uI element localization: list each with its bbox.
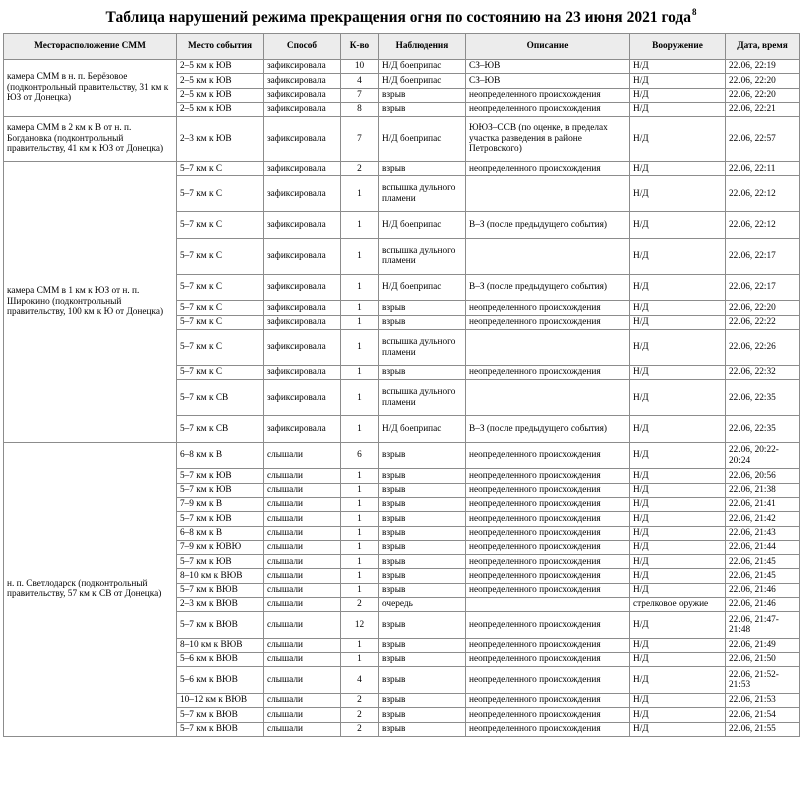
cell-count: 1 (341, 315, 379, 329)
cell-observations: Н/Д боеприпас (379, 274, 466, 301)
cell-count: 1 (341, 380, 379, 416)
cell-datetime: 22.06, 22:21 (726, 102, 800, 116)
cell-weapon: Н/Д (630, 117, 726, 162)
cell-count: 1 (341, 526, 379, 540)
cell-count: 1 (341, 274, 379, 301)
cell-place: 5–7 км к С (177, 315, 264, 329)
cell-count: 1 (341, 512, 379, 526)
cell-observations: Н/Д боеприпас (379, 74, 466, 88)
cell-method: зафиксировала (264, 274, 341, 301)
cell-description: неопределенного происхождения (466, 638, 630, 652)
cell-weapon: Н/Д (630, 176, 726, 212)
cell-datetime: 22.06, 22:19 (726, 60, 800, 74)
cell-place: 5–7 км к ЮВ (177, 469, 264, 483)
cell-observations: взрыв (379, 667, 466, 694)
cell-location: камера СММ в н. п. Берёзовое (подконтрольный правительству, 31 км к ЮЗ от Донецка) (4, 60, 177, 117)
cell-observations: взрыв (379, 88, 466, 102)
cell-method: зафиксировала (264, 416, 341, 443)
cell-weapon: Н/Д (630, 583, 726, 597)
cell-place: 2–5 км к ЮВ (177, 74, 264, 88)
cell-count: 2 (341, 693, 379, 707)
header-observations: Наблюдения (379, 34, 466, 60)
cell-observations: вспышка дульного пламени (379, 238, 466, 274)
cell-count: 8 (341, 102, 379, 116)
cell-weapon: Н/Д (630, 301, 726, 315)
cell-weapon: Н/Д (630, 74, 726, 88)
cell-count: 1 (341, 555, 379, 569)
cell-weapon: Н/Д (630, 497, 726, 511)
cell-observations: Н/Д боеприпас (379, 117, 466, 162)
cell-weapon: Н/Д (630, 693, 726, 707)
cell-datetime: 22.06, 22:17 (726, 274, 800, 301)
cell-description: неопределенного происхождения (466, 540, 630, 554)
cell-weapon: Н/Д (630, 380, 726, 416)
cell-description: неопределенного происхождения (466, 526, 630, 540)
cell-method: слышали (264, 483, 341, 497)
cell-method: слышали (264, 653, 341, 667)
cell-datetime: 22.06, 22:35 (726, 416, 800, 443)
cell-count: 2 (341, 598, 379, 612)
cell-observations: взрыв (379, 442, 466, 469)
cell-description: неопределенного происхождения (466, 162, 630, 176)
cell-weapon: Н/Д (630, 526, 726, 540)
cell-weapon: Н/Д (630, 88, 726, 102)
cell-description: неопределенного происхождения (466, 469, 630, 483)
cell-description: ЮЮЗ–ССВ (по оценке, в пределах участка разведения в районе Петровского) (466, 117, 630, 162)
footnote-marker: 8 (692, 7, 697, 17)
cell-place: 5–7 км к ВЮВ (177, 722, 264, 736)
cell-count: 1 (341, 583, 379, 597)
title-text: Таблица нарушений режима прекращения огня по состоянию на 23 июня 2021 года (105, 9, 691, 26)
cell-observations: вспышка дульного пламени (379, 330, 466, 366)
cell-description: неопределенного происхождения (466, 301, 630, 315)
cell-observations: очередь (379, 598, 466, 612)
cell-observations: Н/Д боеприпас (379, 212, 466, 239)
cell-place: 5–7 км к ВЮВ (177, 708, 264, 722)
cell-description (466, 238, 630, 274)
cell-datetime: 22.06, 22:26 (726, 330, 800, 366)
cell-description: неопределенного происхождения (466, 583, 630, 597)
cell-count: 6 (341, 442, 379, 469)
cell-observations: вспышка дульного пламени (379, 380, 466, 416)
cell-place: 5–7 км к ЮВ (177, 512, 264, 526)
cell-place: 5–7 км к С (177, 274, 264, 301)
cell-description: неопределенного происхождения (466, 88, 630, 102)
cell-weapon: Н/Д (630, 102, 726, 116)
cell-observations: взрыв (379, 301, 466, 315)
cell-datetime: 22.06, 21:47-21:48 (726, 612, 800, 639)
cell-weapon: Н/Д (630, 238, 726, 274)
cell-weapon: Н/Д (630, 483, 726, 497)
cell-method: слышали (264, 583, 341, 597)
table-row (4, 162, 800, 176)
cell-count: 4 (341, 74, 379, 88)
cell-place: 5–7 км к С (177, 330, 264, 366)
cell-description (466, 380, 630, 416)
cell-weapon: Н/Д (630, 667, 726, 694)
cell-weapon: Н/Д (630, 555, 726, 569)
cell-description: неопределенного происхождения (466, 483, 630, 497)
cell-count: 7 (341, 117, 379, 162)
cell-count: 2 (341, 722, 379, 736)
cell-datetime: 22.06, 21:55 (726, 722, 800, 736)
cell-weapon: Н/Д (630, 162, 726, 176)
cell-count: 1 (341, 366, 379, 380)
cell-weapon: Н/Д (630, 60, 726, 74)
cell-datetime: 22.06, 21:49 (726, 638, 800, 652)
cell-place: 5–7 км к ВЮВ (177, 612, 264, 639)
cell-weapon: Н/Д (630, 512, 726, 526)
cell-description: СЗ–ЮВ (466, 60, 630, 74)
cell-count: 1 (341, 653, 379, 667)
cell-count: 4 (341, 667, 379, 694)
cell-observations: взрыв (379, 653, 466, 667)
cell-datetime: 22.06, 22:12 (726, 212, 800, 239)
cell-method: зафиксировала (264, 88, 341, 102)
cell-method: зафиксировала (264, 60, 341, 74)
cell-method: слышали (264, 708, 341, 722)
cell-weapon: Н/Д (630, 638, 726, 652)
cell-method: слышали (264, 469, 341, 483)
cell-description: неопределенного происхождения (466, 693, 630, 707)
cell-datetime: 22.06, 21:46 (726, 598, 800, 612)
cell-weapon: Н/Д (630, 315, 726, 329)
cell-description: неопределенного происхождения (466, 612, 630, 639)
cell-place: 7–9 км к В (177, 497, 264, 511)
cell-count: 1 (341, 638, 379, 652)
cell-place: 2–5 км к ЮВ (177, 88, 264, 102)
cell-description (466, 176, 630, 212)
cell-count: 1 (341, 416, 379, 443)
cell-description: неопределенного происхождения (466, 667, 630, 694)
cell-place: 8–10 км к ВЮВ (177, 569, 264, 583)
header-location: Месторасположение СММ (4, 34, 177, 60)
cell-count: 1 (341, 469, 379, 483)
cell-description: неопределенного происхождения (466, 569, 630, 583)
cell-description (466, 330, 630, 366)
cell-datetime: 22.06, 22:35 (726, 380, 800, 416)
table-row (4, 442, 800, 469)
cell-datetime: 22.06, 22:32 (726, 366, 800, 380)
cell-method: зафиксировала (264, 102, 341, 116)
cell-weapon: Н/Д (630, 442, 726, 469)
cell-place: 6–8 км к В (177, 526, 264, 540)
cell-count: 1 (341, 238, 379, 274)
cell-count: 7 (341, 88, 379, 102)
cell-place: 2–3 км к ЮВ (177, 117, 264, 162)
cell-description: неопределенного происхождения (466, 653, 630, 667)
cell-place: 2–5 км к ЮВ (177, 102, 264, 116)
cell-datetime: 22.06, 22:20 (726, 88, 800, 102)
cell-datetime: 22.06, 21:50 (726, 653, 800, 667)
cell-weapon: Н/Д (630, 540, 726, 554)
cell-description: неопределенного происхождения (466, 497, 630, 511)
cell-datetime: 22.06, 22:17 (726, 238, 800, 274)
cell-method: слышали (264, 598, 341, 612)
header-method: Способ (264, 34, 341, 60)
cell-observations: взрыв (379, 708, 466, 722)
cell-method: зафиксировала (264, 366, 341, 380)
header-count: К-во (341, 34, 379, 60)
cell-location: камера СММ в 1 км к ЮЗ от н. п. Широкино (подконтрольный правительству, 100 км к Ю от Донецка) (4, 162, 177, 443)
cell-observations: Н/Д боеприпас (379, 60, 466, 74)
cell-weapon: Н/Д (630, 469, 726, 483)
cell-datetime: 22.06, 20:56 (726, 469, 800, 483)
cell-method: зафиксировала (264, 380, 341, 416)
cell-datetime: 22.06, 22:12 (726, 176, 800, 212)
cell-weapon: Н/Д (630, 274, 726, 301)
cell-observations: вспышка дульного пламени (379, 176, 466, 212)
cell-place: 2–5 км к ЮВ (177, 60, 264, 74)
cell-observations: взрыв (379, 569, 466, 583)
cell-description: СЗ–ЮВ (466, 74, 630, 88)
cell-description: неопределенного происхождения (466, 102, 630, 116)
cell-observations: взрыв (379, 366, 466, 380)
cell-weapon: Н/Д (630, 416, 726, 443)
cell-place: 5–7 км к ВЮВ (177, 583, 264, 597)
cell-method: слышали (264, 497, 341, 511)
cell-place: 5–7 км к С (177, 176, 264, 212)
table-body (4, 60, 800, 737)
cell-datetime: 22.06, 21:45 (726, 555, 800, 569)
cell-place: 5–7 км к СВ (177, 416, 264, 443)
cell-weapon: Н/Д (630, 612, 726, 639)
violations-table (3, 33, 800, 737)
cell-description: неопределенного происхождения (466, 555, 630, 569)
cell-place: 5–7 км к С (177, 212, 264, 239)
cell-description: неопределенного происхождения (466, 708, 630, 722)
page-title (0, 0, 802, 33)
cell-place: 5–6 км к ВЮВ (177, 653, 264, 667)
cell-observations: взрыв (379, 722, 466, 736)
cell-count: 1 (341, 483, 379, 497)
cell-observations: взрыв (379, 693, 466, 707)
cell-datetime: 22.06, 21:54 (726, 708, 800, 722)
cell-description (466, 598, 630, 612)
table-row (4, 60, 800, 74)
cell-place: 5–7 км к С (177, 162, 264, 176)
cell-method: зафиксировала (264, 117, 341, 162)
cell-weapon: Н/Д (630, 212, 726, 239)
cell-observations: взрыв (379, 512, 466, 526)
cell-method: зафиксировала (264, 238, 341, 274)
cell-description: неопределенного происхождения (466, 512, 630, 526)
cell-place: 5–7 км к С (177, 238, 264, 274)
cell-method: слышали (264, 555, 341, 569)
cell-weapon: Н/Д (630, 653, 726, 667)
cell-count: 1 (341, 569, 379, 583)
cell-method: зафиксировала (264, 301, 341, 315)
cell-method: зафиксировала (264, 176, 341, 212)
cell-weapon: Н/Д (630, 330, 726, 366)
cell-datetime: 22.06, 21:38 (726, 483, 800, 497)
cell-count: 12 (341, 612, 379, 639)
cell-method: слышали (264, 612, 341, 639)
cell-place: 5–7 км к С (177, 366, 264, 380)
cell-observations: взрыв (379, 162, 466, 176)
cell-place: 6–8 км к В (177, 442, 264, 469)
cell-count: 2 (341, 162, 379, 176)
header-description: Описание (466, 34, 630, 60)
cell-count: 2 (341, 708, 379, 722)
cell-place: 8–10 км к ВЮВ (177, 638, 264, 652)
cell-count: 1 (341, 540, 379, 554)
cell-observations: взрыв (379, 469, 466, 483)
cell-datetime: 22.06, 22:11 (726, 162, 800, 176)
cell-observations: взрыв (379, 526, 466, 540)
cell-datetime: 22.06, 22:20 (726, 301, 800, 315)
cell-observations: взрыв (379, 555, 466, 569)
cell-method: слышали (264, 442, 341, 469)
cell-place: 10–12 км к ВЮВ (177, 693, 264, 707)
header-row (4, 34, 800, 60)
cell-datetime: 22.06, 21:43 (726, 526, 800, 540)
cell-description: неопределенного происхождения (466, 722, 630, 736)
cell-count: 10 (341, 60, 379, 74)
cell-method: зафиксировала (264, 212, 341, 239)
cell-count: 1 (341, 301, 379, 315)
cell-place: 2–3 км к ВЮВ (177, 598, 264, 612)
header-datetime: Дата, время (726, 34, 800, 60)
cell-count: 1 (341, 497, 379, 511)
cell-observations: Н/Д боеприпас (379, 416, 466, 443)
cell-description: В–З (после предыдущего события) (466, 416, 630, 443)
cell-observations: взрыв (379, 497, 466, 511)
cell-weapon: Н/Д (630, 708, 726, 722)
cell-datetime: 22.06, 21:52-21:53 (726, 667, 800, 694)
cell-weapon: стрелковое оружие (630, 598, 726, 612)
cell-method: слышали (264, 667, 341, 694)
cell-datetime: 22.06, 21:45 (726, 569, 800, 583)
cell-observations: взрыв (379, 583, 466, 597)
cell-weapon: Н/Д (630, 722, 726, 736)
cell-place: 5–7 км к С (177, 301, 264, 315)
cell-method: слышали (264, 526, 341, 540)
cell-datetime: 22.06, 22:57 (726, 117, 800, 162)
cell-observations: взрыв (379, 483, 466, 497)
cell-datetime: 22.06, 21:53 (726, 693, 800, 707)
cell-method: зафиксировала (264, 315, 341, 329)
cell-place: 5–7 км к СВ (177, 380, 264, 416)
cell-method: слышали (264, 569, 341, 583)
cell-method: слышали (264, 638, 341, 652)
cell-datetime: 22.06, 20:22-20:24 (726, 442, 800, 469)
header-place: Место события (177, 34, 264, 60)
cell-method: слышали (264, 540, 341, 554)
cell-description: неопределенного происхождения (466, 315, 630, 329)
cell-place: 5–6 км к ВЮВ (177, 667, 264, 694)
cell-place: 5–7 км к ЮВ (177, 483, 264, 497)
cell-observations: взрыв (379, 638, 466, 652)
cell-observations: взрыв (379, 612, 466, 639)
table-row (4, 117, 800, 162)
cell-count: 1 (341, 330, 379, 366)
cell-weapon: Н/Д (630, 569, 726, 583)
cell-observations: взрыв (379, 540, 466, 554)
cell-method: зафиксировала (264, 162, 341, 176)
cell-description: В–З (после предыдущего события) (466, 274, 630, 301)
cell-observations: взрыв (379, 315, 466, 329)
cell-method: зафиксировала (264, 330, 341, 366)
cell-description: неопределенного происхождения (466, 442, 630, 469)
cell-location: камера СММ в 2 км к В от н. п. Богдановка (подконтрольный правительству, 41 км к ЮЗ от Донецка) (4, 117, 177, 162)
cell-weapon: Н/Д (630, 366, 726, 380)
cell-observations: взрыв (379, 102, 466, 116)
cell-method: слышали (264, 722, 341, 736)
cell-method: слышали (264, 512, 341, 526)
cell-location: н. п. Светлодарск (подконтрольный правительству, 57 км к СВ от Донецка) (4, 442, 177, 736)
cell-count: 1 (341, 212, 379, 239)
cell-datetime: 22.06, 22:22 (726, 315, 800, 329)
cell-place: 7–9 км к ЮВЮ (177, 540, 264, 554)
cell-datetime: 22.06, 21:44 (726, 540, 800, 554)
cell-description: В–З (после предыдущего события) (466, 212, 630, 239)
cell-count: 1 (341, 176, 379, 212)
cell-description: неопределенного происхождения (466, 366, 630, 380)
cell-method: зафиксировала (264, 74, 341, 88)
cell-datetime: 22.06, 21:41 (726, 497, 800, 511)
cell-datetime: 22.06, 22:20 (726, 74, 800, 88)
cell-place: 5–7 км к ЮВ (177, 555, 264, 569)
header-weapon: Вооружение (630, 34, 726, 60)
cell-datetime: 22.06, 21:46 (726, 583, 800, 597)
cell-datetime: 22.06, 21:42 (726, 512, 800, 526)
cell-method: слышали (264, 693, 341, 707)
